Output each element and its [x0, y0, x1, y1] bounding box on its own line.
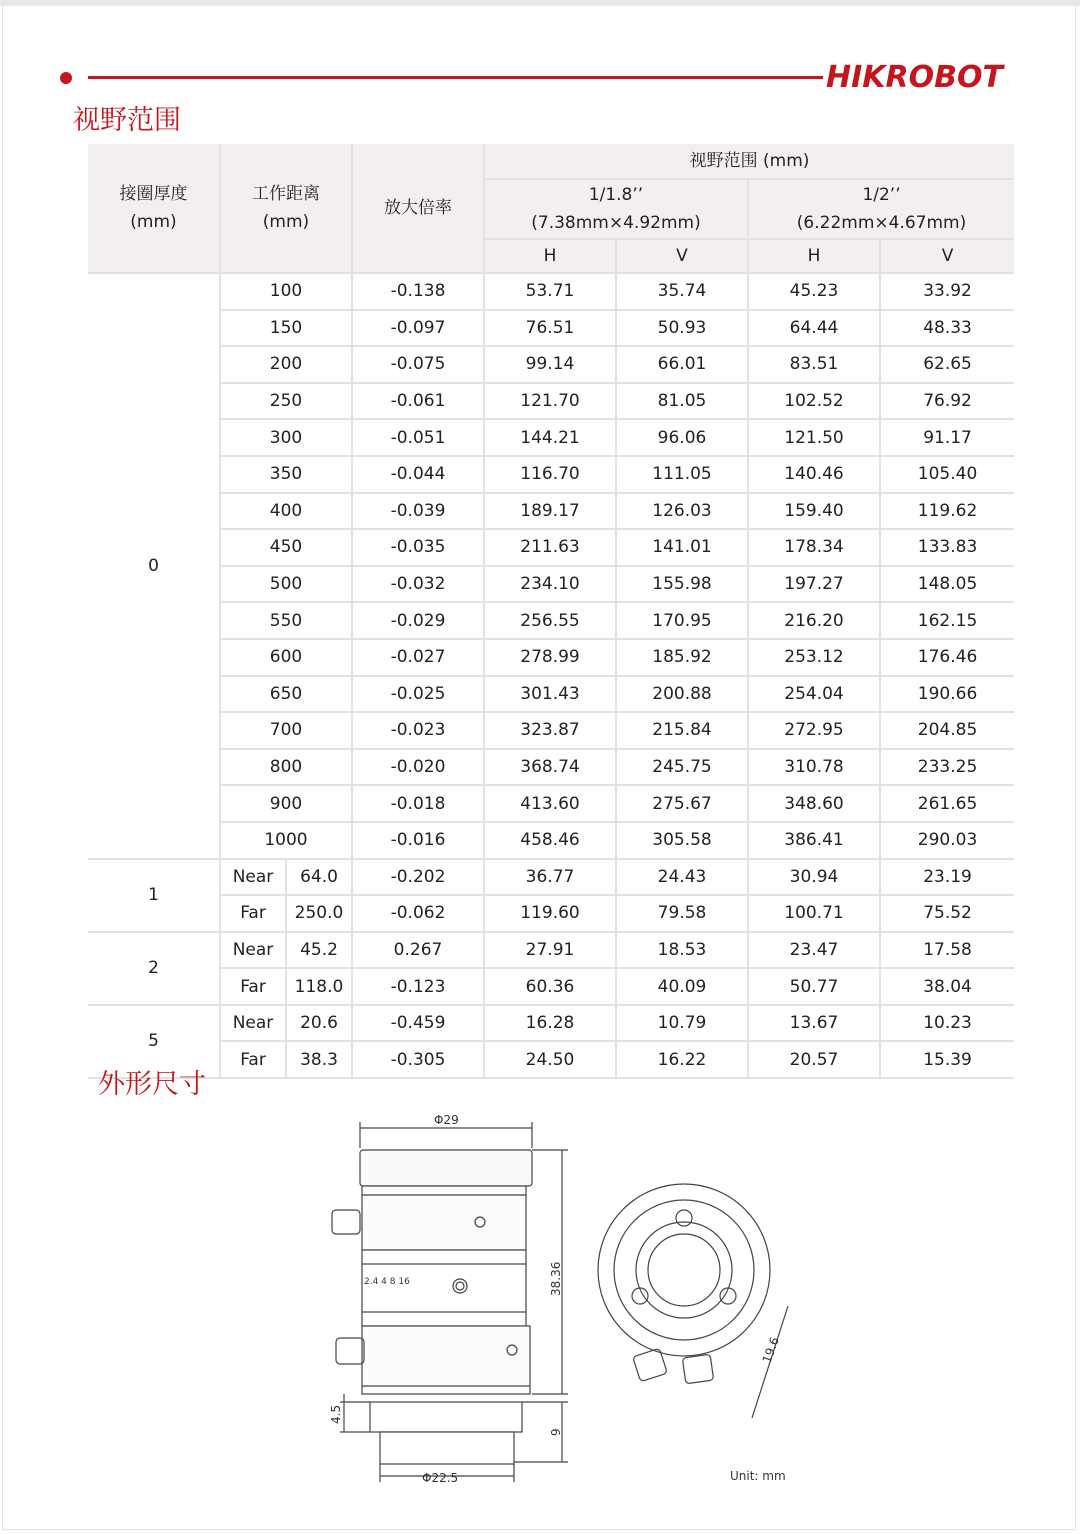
fov-section-title: 视野范围: [73, 105, 181, 136]
table-row: [88, 273, 1014, 310]
v1-cell: 111.05: [616, 456, 748, 493]
v1-cell: 96.06: [616, 419, 748, 456]
h2-cell: 272.95: [748, 712, 880, 749]
table-header: [88, 144, 1014, 273]
v1-cell: 155.98: [616, 566, 748, 603]
wd-cell: 45.2: [286, 932, 352, 969]
v2-cell: 119.62: [880, 493, 1014, 530]
mag-cell: -0.075: [352, 346, 484, 383]
lens-rear-ring: [362, 1326, 530, 1394]
table-row: [88, 1041, 1014, 1078]
dim-height: 38.36: [549, 1261, 563, 1296]
h1-cell: 53.71: [484, 273, 616, 310]
v1-cell: 16.22: [616, 1041, 748, 1078]
v1-cell: 185.92: [616, 639, 748, 676]
header-fov: 视野范围 (mm): [484, 144, 1014, 179]
h1-cell: 211.63: [484, 529, 616, 566]
dim-d-bottom: Φ22.5: [422, 1471, 459, 1485]
v1-cell: 245.75: [616, 749, 748, 786]
header-sensor-1-2: 1/2’’ (6.22mm×4.67mm): [748, 179, 1014, 239]
mag-cell: -0.138: [352, 273, 484, 310]
h1-cell: 323.87: [484, 712, 616, 749]
header-sensor-1-1.8: 1/1.8’’ (7.38mm×4.92mm): [484, 179, 748, 239]
h1-cell: 60.36: [484, 968, 616, 1005]
mag-cell: -0.062: [352, 895, 484, 932]
h1-cell: 76.51: [484, 310, 616, 347]
focus-lock-knob: [332, 1210, 360, 1234]
header-v: V: [616, 239, 748, 273]
table-row: [88, 1005, 1014, 1042]
v2-cell: 10.23: [880, 1005, 1014, 1042]
v1-cell: 50.93: [616, 310, 748, 347]
h2-cell: 386.41: [748, 822, 880, 859]
h2-cell: 348.60: [748, 785, 880, 822]
header-magnification: 放大倍率: [352, 144, 484, 273]
table-row: [88, 419, 1014, 456]
lens-front-ring: [360, 1150, 532, 1186]
h2-cell: 23.47: [748, 932, 880, 969]
table-row: [88, 310, 1014, 347]
mag-cell: -0.029: [352, 602, 484, 639]
v2-cell: 162.15: [880, 602, 1014, 639]
h2-cell: 45.23: [748, 273, 880, 310]
h1-cell: 119.60: [484, 895, 616, 932]
v2-cell: 33.92: [880, 273, 1014, 310]
unit-label: Unit: mm: [730, 1469, 786, 1483]
v2-cell: 75.52: [880, 895, 1014, 932]
v1-cell: 10.79: [616, 1005, 748, 1042]
v2-cell: 38.04: [880, 968, 1014, 1005]
h1-cell: 27.91: [484, 932, 616, 969]
mag-cell: -0.097: [352, 310, 484, 347]
v1-cell: 215.84: [616, 712, 748, 749]
table-row: [88, 346, 1014, 383]
h2-cell: 64.44: [748, 310, 880, 347]
dim-flange: 4.5: [329, 1404, 343, 1424]
h2-cell: 50.77: [748, 968, 880, 1005]
v2-cell: 290.03: [880, 822, 1014, 859]
h2-cell: 159.40: [748, 493, 880, 530]
table-row: [88, 749, 1014, 786]
mag-cell: -0.035: [352, 529, 484, 566]
h1-cell: 16.28: [484, 1005, 616, 1042]
v2-cell: 62.65: [880, 346, 1014, 383]
header-v: V: [880, 239, 1014, 273]
ring-thickness-cell: 0: [88, 273, 220, 859]
near-far-cell: Near: [220, 859, 286, 896]
h1-cell: 189.17: [484, 493, 616, 530]
mag-cell: -0.023: [352, 712, 484, 749]
h1-cell: 368.74: [484, 749, 616, 786]
mag-cell: -0.027: [352, 639, 484, 676]
lens-scale-ring: [362, 1250, 526, 1326]
wd-cell: 900: [220, 785, 352, 822]
near-far-cell: Near: [220, 1005, 286, 1042]
dim-d-top: Φ29: [434, 1113, 459, 1127]
dim-side: 19.6: [759, 1335, 782, 1366]
h1-cell: 99.14: [484, 346, 616, 383]
wd-cell: 38.3: [286, 1041, 352, 1078]
h2-cell: 20.57: [748, 1041, 880, 1078]
h1-cell: 144.21: [484, 419, 616, 456]
mag-cell: -0.018: [352, 785, 484, 822]
v1-cell: 18.53: [616, 932, 748, 969]
h2-cell: 178.34: [748, 529, 880, 566]
h1-cell: 458.46: [484, 822, 616, 859]
h1-cell: 36.77: [484, 859, 616, 896]
h2-cell: 121.50: [748, 419, 880, 456]
v2-cell: 233.25: [880, 749, 1014, 786]
v1-cell: 81.05: [616, 383, 748, 420]
dim-mount: 9: [549, 1428, 563, 1436]
table-row: [88, 895, 1014, 932]
header-red-line: [88, 76, 823, 79]
mag-cell: -0.061: [352, 383, 484, 420]
h1-cell: 121.70: [484, 383, 616, 420]
table-body-ring-other: [88, 859, 1014, 1079]
v1-cell: 141.01: [616, 529, 748, 566]
table-row: [88, 383, 1014, 420]
wd-cell: 450: [220, 529, 352, 566]
scale-marks: 2.4 4 8 16: [364, 1277, 410, 1287]
mag-cell: -0.051: [352, 419, 484, 456]
h1-cell: 256.55: [484, 602, 616, 639]
table-row: [88, 493, 1014, 530]
header-h: H: [748, 239, 880, 273]
brand-logo: HIKROBOT: [826, 60, 1003, 95]
near-far-cell: Far: [220, 968, 286, 1005]
v1-cell: 40.09: [616, 968, 748, 1005]
front-view-knob-2: [682, 1354, 713, 1384]
mag-cell: 0.267: [352, 932, 484, 969]
top-edge: [0, 0, 1080, 6]
v2-cell: 176.46: [880, 639, 1014, 676]
table-row: [88, 968, 1014, 1005]
lens-flange: [370, 1402, 522, 1432]
table-row: [88, 566, 1014, 603]
mag-cell: -0.016: [352, 822, 484, 859]
h1-cell: 413.60: [484, 785, 616, 822]
h2-cell: 83.51: [748, 346, 880, 383]
table-row: [88, 859, 1014, 896]
v2-cell: 204.85: [880, 712, 1014, 749]
wd-cell: 250: [220, 383, 352, 420]
v2-cell: 17.58: [880, 932, 1014, 969]
wd-cell: 250.0: [286, 895, 352, 932]
near-far-cell: Far: [220, 1041, 286, 1078]
v2-cell: 190.66: [880, 676, 1014, 713]
v2-cell: 261.65: [880, 785, 1014, 822]
v2-cell: 48.33: [880, 310, 1014, 347]
ring-thickness-cell: 2: [88, 932, 220, 1005]
h2-cell: 254.04: [748, 676, 880, 713]
h2-cell: 140.46: [748, 456, 880, 493]
h1-cell: 278.99: [484, 639, 616, 676]
wd-cell: 350: [220, 456, 352, 493]
table-row: [88, 676, 1014, 713]
header-ring: 接圈厚度 (mm): [88, 144, 220, 273]
ring-thickness-cell: 5: [88, 1005, 220, 1078]
header-red-dot: [60, 72, 72, 84]
wd-cell: 64.0: [286, 859, 352, 896]
mag-cell: -0.459: [352, 1005, 484, 1042]
mag-cell: -0.305: [352, 1041, 484, 1078]
table-row: [88, 712, 1014, 749]
v2-cell: 148.05: [880, 566, 1014, 603]
v1-cell: 275.67: [616, 785, 748, 822]
wd-cell: 700: [220, 712, 352, 749]
table-row: [88, 456, 1014, 493]
mag-cell: -0.123: [352, 968, 484, 1005]
wd-cell: 1000: [220, 822, 352, 859]
wd-cell: 150: [220, 310, 352, 347]
h2-cell: 100.71: [748, 895, 880, 932]
h1-cell: 234.10: [484, 566, 616, 603]
h2-cell: 13.67: [748, 1005, 880, 1042]
wd-cell: 800: [220, 749, 352, 786]
near-far-cell: Far: [220, 895, 286, 932]
near-far-cell: Near: [220, 932, 286, 969]
h2-cell: 102.52: [748, 383, 880, 420]
h2-cell: 197.27: [748, 566, 880, 603]
wd-cell: 600: [220, 639, 352, 676]
h1-cell: 24.50: [484, 1041, 616, 1078]
v2-cell: 23.19: [880, 859, 1014, 896]
wd-cell: 650: [220, 676, 352, 713]
h2-cell: 216.20: [748, 602, 880, 639]
h2-cell: 253.12: [748, 639, 880, 676]
v1-cell: 24.43: [616, 859, 748, 896]
v1-cell: 66.01: [616, 346, 748, 383]
header-h: H: [484, 239, 616, 273]
table-row: [88, 822, 1014, 859]
ring-thickness-cell: 1: [88, 859, 220, 932]
v1-cell: 305.58: [616, 822, 748, 859]
wd-cell: 500: [220, 566, 352, 603]
wd-cell: 20.6: [286, 1005, 352, 1042]
table-row: [88, 639, 1014, 676]
v1-cell: 126.03: [616, 493, 748, 530]
h1-cell: 116.70: [484, 456, 616, 493]
v1-cell: 79.58: [616, 895, 748, 932]
iris-lock-knob: [336, 1338, 364, 1364]
header-working-distance: 工作距离 (mm): [220, 144, 352, 273]
v2-cell: 91.17: [880, 419, 1014, 456]
v1-cell: 35.74: [616, 273, 748, 310]
table-row: [88, 529, 1014, 566]
h2-cell: 30.94: [748, 859, 880, 896]
v2-cell: 76.92: [880, 383, 1014, 420]
h2-cell: 310.78: [748, 749, 880, 786]
mag-cell: -0.032: [352, 566, 484, 603]
v1-cell: 170.95: [616, 602, 748, 639]
wd-cell: 200: [220, 346, 352, 383]
table-row: [88, 785, 1014, 822]
v1-cell: 200.88: [616, 676, 748, 713]
wd-cell: 118.0: [286, 968, 352, 1005]
table-body-ring-0: [88, 273, 1014, 859]
lens-dimension-drawing: [300, 1100, 820, 1500]
mag-cell: -0.202: [352, 859, 484, 896]
v2-cell: 15.39: [880, 1041, 1014, 1078]
wd-cell: 550: [220, 602, 352, 639]
mag-cell: -0.020: [352, 749, 484, 786]
dimensions-section-title: 外形尺寸: [98, 1069, 206, 1100]
mag-cell: -0.044: [352, 456, 484, 493]
lens-mount: [380, 1432, 514, 1464]
mag-cell: -0.039: [352, 493, 484, 530]
v2-cell: 105.40: [880, 456, 1014, 493]
v2-cell: 133.83: [880, 529, 1014, 566]
h1-cell: 301.43: [484, 676, 616, 713]
table-row: [88, 602, 1014, 639]
wd-cell: 400: [220, 493, 352, 530]
wd-cell: 300: [220, 419, 352, 456]
table-row: [88, 932, 1014, 969]
fov-table: [88, 144, 1014, 1079]
mag-cell: -0.025: [352, 676, 484, 713]
wd-cell: 100: [220, 273, 352, 310]
